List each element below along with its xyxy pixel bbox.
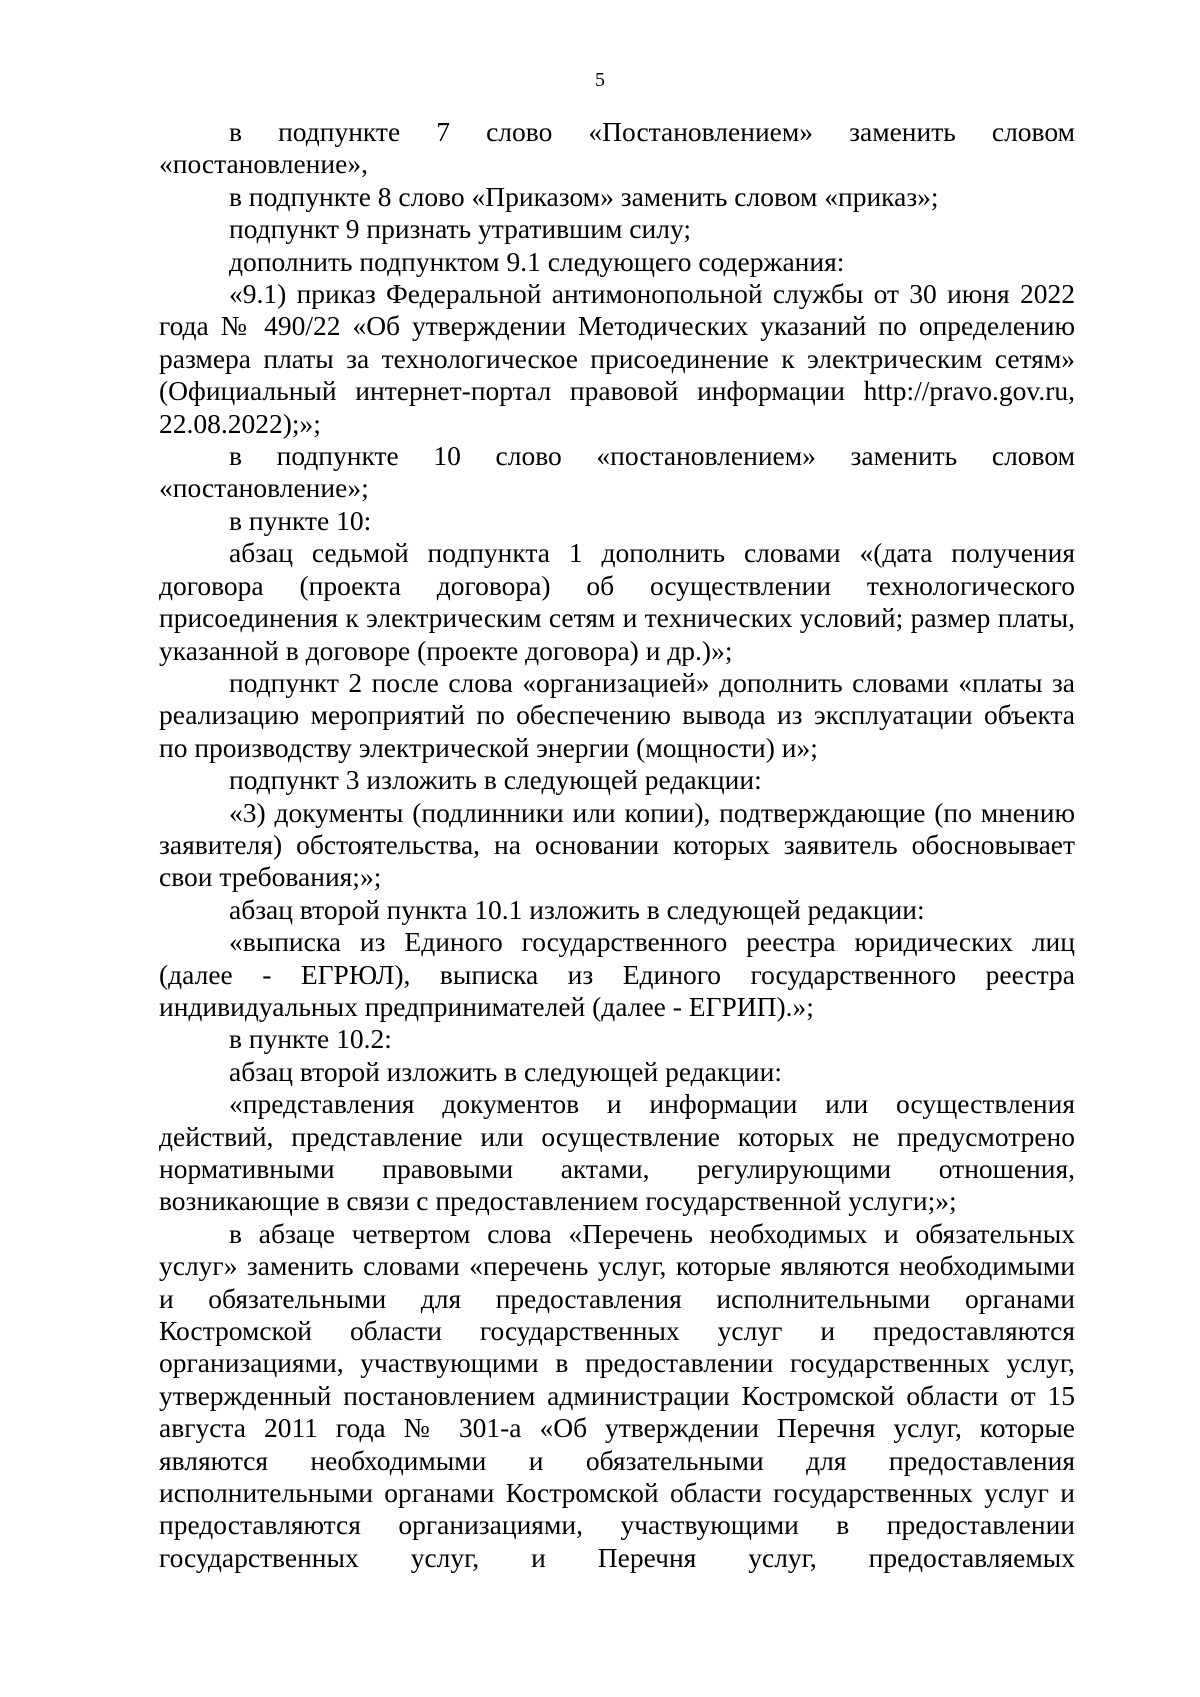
paragraph: абзац второй изложить в следующей редакции: xyxy=(229,1055,783,1087)
paragraph-continued: в абзаце четвертом слова «Перечень необходимых и обязательных услуг» заменить словами «перечень услуг, которые являются необходимыми и обязательными для предоставления исполнительными органами Костромской области государственных услуг и предоставляются организациями, участвующими в предоставлении государственных услуг, утвержденный постановлением администрации Костромской области от 15 августа 2011 года № 301-а «Об утверждении Перечня услуг, которые являются необходимыми и обязательными для предоставления исполнительными органами Костромской области государственных услуг и предоставляются организациями, участвующими в предоставлении государственных услуг, и Перечня услуг, предоставляемых xyxy=(159,1217,1075,1573)
paragraph: в подпункте 7 слово «Постановлением» заменить словом «постановление», xyxy=(159,116,1075,180)
paragraph: в подпункте 8 слово «Приказом» заменить словом «приказ»; xyxy=(229,180,939,212)
paragraph: дополнить подпунктом 9.1 следующего содержания: xyxy=(229,245,845,277)
paragraph: абзац второй пункта 10.1 изложить в следующей редакции: xyxy=(229,893,925,925)
paragraph: «выписка из Единого государственного реестра юридических лиц (далее - ЕГРЮЛ), выписка из Единого государственного реестра индивидуальных предпринимателей (далее - ЕГРИП).»; xyxy=(159,926,1075,1022)
paragraph: подпункт 9 признать утратившим силу; xyxy=(229,213,691,245)
paragraph: «9.1) приказ Федеральной антимонопольной службы от 30 июня 2022 года № 490/22 «Об утверждении Методических указаний по определению размера платы за технологическое присоединение к электрическим сетям» (Официальный интернет-портал правовой информации http://pravo.gov.ru, 22.08.2022);»; xyxy=(159,278,1075,439)
paragraph: подпункт 3 изложить в следующей редакции: xyxy=(229,764,762,796)
paragraph: в пункте 10.2: xyxy=(229,1023,392,1055)
page-number: 5 xyxy=(595,69,605,91)
document-body xyxy=(159,116,1075,1574)
paragraph: подпункт 2 после слова «организацией» дополнить словами «платы за реализацию мероприятий по обеспечению вывода из эксплуатации объекта по производству электрической энергии (мощности) и»; xyxy=(159,666,1075,763)
paragraph: «3) документы (подлинники или копии), подтверждающие (по мнению заявителя) обстоятельства, на основании которых заявитель обосновывает свои требования;»; xyxy=(159,796,1075,893)
paragraph: абзац седьмой подпункта 1 дополнить словами «(дата получения договора (проекта договора) об осуществлении технологического присоединения к электрическим сетям и технических условий; размер платы, указанной в договоре (проекте договора) и др.)»; xyxy=(159,537,1075,666)
paragraph: «представления документов и информации или осуществления действий, представление или осуществление которых не предусмотрено нормативными правовыми актами, регулирующими отношения, возникающие в связи с предоставлением государственной услуги;»; xyxy=(159,1088,1075,1217)
paragraph: в подпункте 10 слово «постановлением» заменить словом «постановление»; xyxy=(159,440,1075,504)
paragraph: в пункте 10: xyxy=(229,504,372,536)
